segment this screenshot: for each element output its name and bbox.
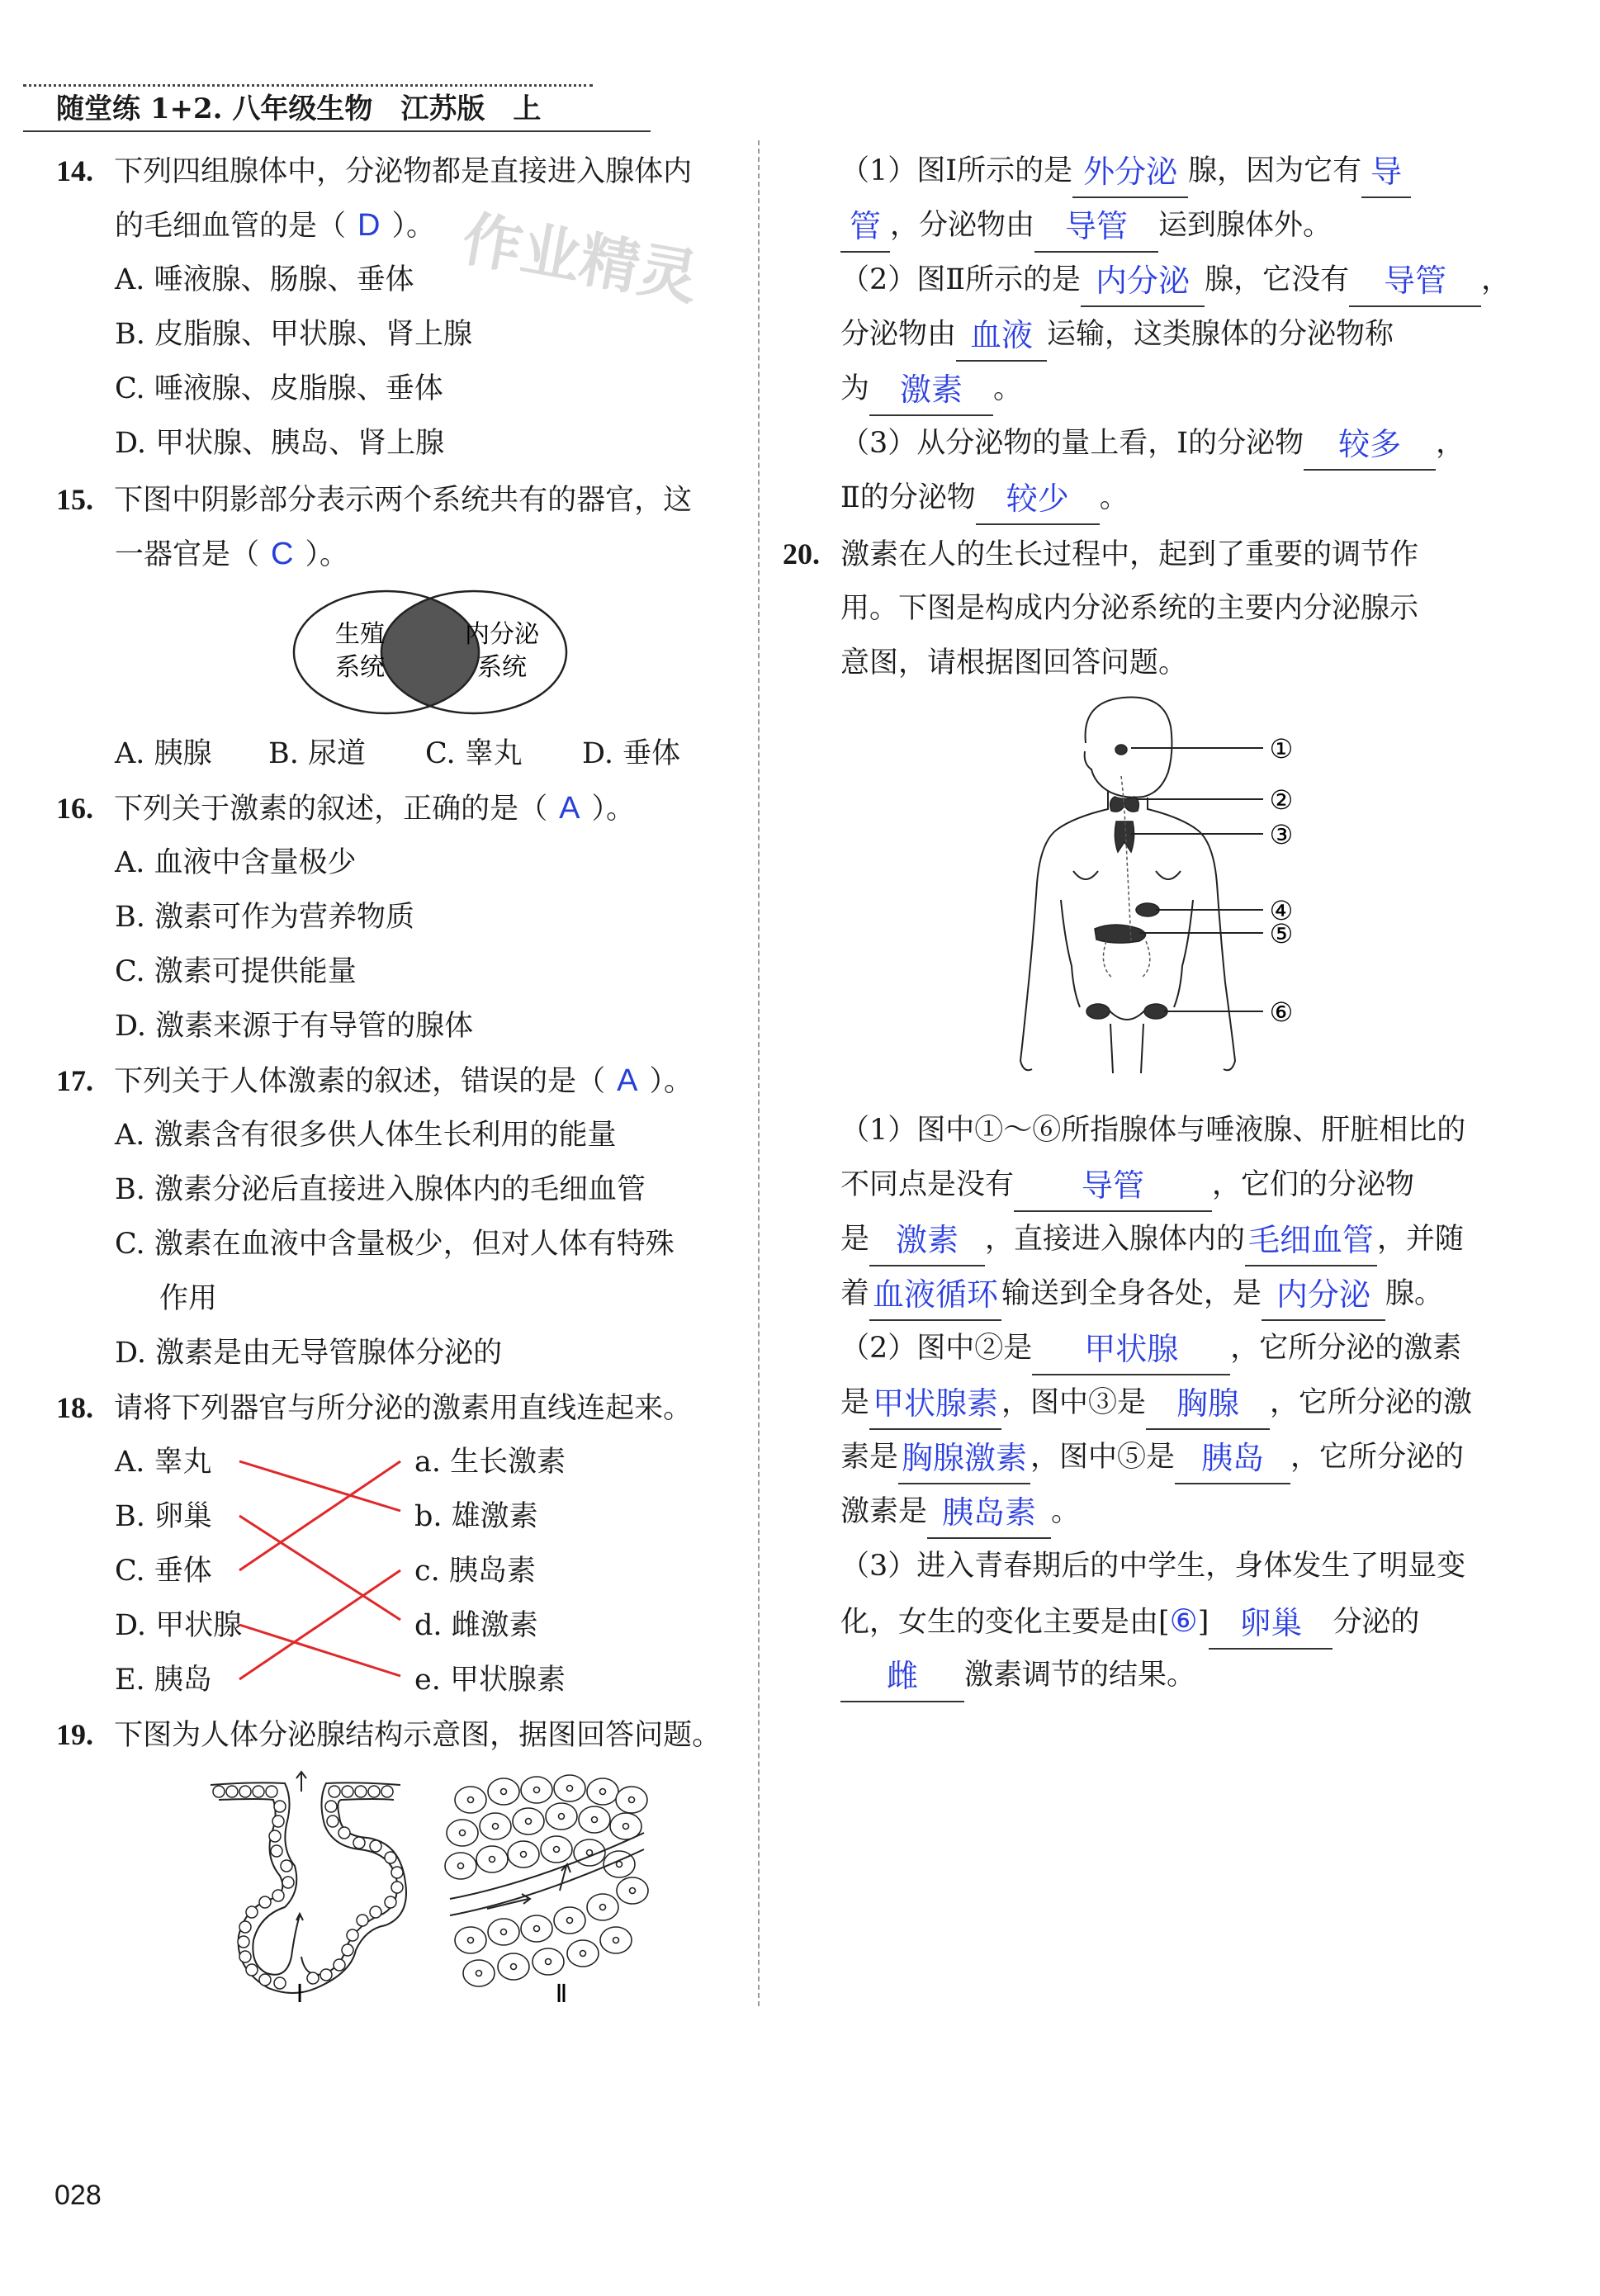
q20-p3-text4: 分泌的: [1333, 1606, 1420, 1639]
q19-p2-end: 。: [993, 372, 1023, 405]
q20-p1-text2: 不同点是没有: [840, 1168, 1015, 1201]
cell-nucleus: [587, 1850, 593, 1856]
q19-p2-text2: 腺，它没有: [1205, 263, 1350, 296]
gland-cell: [334, 1959, 345, 1971]
q14-option-d: D. 甲状腺、胰岛、肾上腺: [115, 427, 445, 460]
cell-nucleus: [458, 1863, 464, 1869]
fig-i-label: Ⅰ: [296, 1980, 304, 2006]
q20-answer-islet: 胰岛: [1201, 1440, 1265, 1476]
q19-p2-comma: ，: [1481, 263, 1511, 296]
q14-answer: D: [357, 208, 381, 243]
q20-p1-text6: ，并随: [1377, 1223, 1465, 1256]
q20-p1-text5: ，直接进入腺体内的: [985, 1223, 1246, 1256]
q20-answer-female: 雌: [886, 1658, 918, 1694]
gland-cell: [272, 1890, 284, 1901]
q20-p2-text9: 激素是: [840, 1495, 928, 1528]
q17-option-c-cont: 作用: [159, 1282, 218, 1315]
gland-cell: [274, 1977, 286, 1989]
q20-p3-line3: [840, 1648, 1195, 1702]
q17-option-b: B. 激素分泌后直接进入腺体内的毛细血管: [115, 1173, 646, 1206]
q20-answer-thymus: 胸腺: [1176, 1385, 1240, 1422]
q18-stem: [56, 1380, 692, 1436]
q15-option-a: A. 胰腺: [115, 737, 212, 770]
q19-answer-hormone: 激素: [900, 372, 963, 408]
gland-cell: [381, 1786, 393, 1797]
q19-p2-text5: 运输，这类腺体的分泌物称: [1047, 318, 1394, 351]
gland-cell: [269, 1830, 281, 1842]
q16-option-a: A. 血液中含量极少: [115, 846, 357, 879]
q20-answer-ovary: 卵巢: [1239, 1605, 1303, 1641]
q19-answer-exocrine: 外分泌: [1083, 154, 1178, 190]
gland-cell: [342, 1786, 353, 1797]
q15-stem-line1: [56, 472, 692, 528]
q14-option-b: B. 皮脂腺、甲状腺、肾上腺: [115, 318, 472, 351]
endocrine-system-figure: [1015, 694, 1296, 1082]
q19-p2-text4: 分泌物由: [840, 318, 957, 351]
q18-right-b: b. 雄激素: [414, 1500, 538, 1533]
q20-p2-text6: 素是: [840, 1441, 899, 1474]
q19-p3-line1: [840, 416, 1465, 471]
cell-nucleus: [613, 1938, 619, 1943]
cell-nucleus: [476, 1971, 482, 1976]
q19-answer-duct-part2: 管: [849, 208, 881, 244]
cell-nucleus: [521, 1852, 527, 1858]
cell-nucleus: [559, 1814, 565, 1820]
q20-answer-marker: ⑥: [1169, 1602, 1198, 1639]
fig-ii-label: Ⅱ: [555, 1980, 568, 2006]
q16-answer: A: [559, 791, 580, 826]
match-line-b-d: [239, 1516, 400, 1620]
q14-stem-end: ）。: [391, 210, 435, 243]
q17-option-c: C. 激素在血液中含量极少，但对人体有特殊: [115, 1228, 675, 1261]
q19-p2-line1: [840, 253, 1510, 307]
gland-cell: [246, 1906, 258, 1918]
q14-option-a: A. 唾液腺、肠腺、垂体: [115, 263, 414, 296]
q19-answer-duct-part1: 导: [1370, 154, 1403, 190]
adrenal-gland: [1136, 903, 1159, 916]
gland-cell: [226, 1786, 238, 1797]
cell-nucleus: [511, 1964, 517, 1970]
gland-cell: [347, 1929, 358, 1941]
q15-number: 15.: [56, 483, 93, 516]
q19-p1-text3: ，分泌物由: [890, 209, 1035, 242]
cell-nucleus: [600, 1905, 606, 1910]
gland-cell: [338, 1827, 350, 1839]
cell-nucleus: [567, 1918, 573, 1924]
q17-stem-end: ）。: [649, 1065, 693, 1098]
q18-left-b: B. 卵巢: [115, 1500, 212, 1533]
gland-cell: [246, 1964, 258, 1976]
gland-cell: [239, 1951, 251, 1962]
q20-p2-text8: ，它所分泌的: [1290, 1441, 1465, 1474]
q20-p2-text: （2）图中②是: [840, 1332, 1033, 1365]
cell-nucleus: [600, 1789, 606, 1795]
q20-p2-line1: [840, 1321, 1461, 1375]
q19-p2-text: （2）图Ⅱ所示的是: [840, 263, 1082, 296]
venn-left-label-1: 生殖: [335, 620, 385, 649]
q18-left-a: A. 睾丸: [115, 1446, 212, 1479]
gland-cell: [307, 1972, 319, 1984]
q15-option-d: D. 垂体: [582, 737, 681, 770]
cell-nucleus: [534, 1787, 540, 1793]
page-number: 028: [54, 2180, 102, 2211]
q19-p1-line2: [840, 198, 1332, 253]
q20-p3-line2: [840, 1593, 1419, 1650]
q17-option-d: D. 激素是由无导管腺体分泌的: [115, 1337, 503, 1370]
q19-p1-text2: 腺，因为它有: [1188, 154, 1362, 187]
q18-right-a: a. 生长激素: [414, 1446, 566, 1479]
gland-cell: [370, 1840, 381, 1852]
q20-p2-text3: 是: [840, 1386, 870, 1419]
marker-6: ⑥: [1269, 997, 1294, 1028]
cell-nucleus: [501, 1789, 507, 1795]
q16-option-c: C. 激素可提供能量: [115, 955, 357, 988]
q16-option-b: B. 激素可作为营养物质: [115, 901, 414, 934]
q14-stem-line2: [115, 198, 435, 253]
gland-cell: [282, 1877, 294, 1888]
gland-cell: [391, 1882, 403, 1893]
gland-cell: [368, 1786, 380, 1797]
q19-answer-less: 较少: [1006, 481, 1069, 517]
q19-number: 19.: [56, 1718, 93, 1751]
gland-cell: [213, 1786, 225, 1797]
q17-option-a: A. 激素含有很多供人体生长利用的能量: [115, 1119, 617, 1152]
gland-cell: [385, 1852, 396, 1863]
cell-nucleus: [493, 1824, 499, 1830]
q19-p1-line1: [840, 144, 1411, 198]
gland-cell: [239, 1786, 251, 1797]
q19-stem: [56, 1707, 721, 1763]
q20-stem-line2: 用。下图是构成内分泌系统的主要内分泌腺示: [840, 592, 1419, 625]
ovary-left: [1086, 1004, 1110, 1019]
gland-cell: [266, 1786, 277, 1797]
q20-p1-text3: ，它们的分泌物: [1212, 1168, 1415, 1201]
q20-p1-text7: 着: [840, 1277, 870, 1310]
match-line-d-e: [239, 1625, 400, 1676]
pancreas: [1095, 925, 1146, 943]
q20-p1-end: 腺。: [1385, 1277, 1444, 1310]
marker-5: ⑤: [1269, 918, 1294, 949]
venn-right-label-2: 系统: [477, 653, 527, 682]
q19-answer-blood: 血液: [970, 317, 1034, 353]
marker-1: ①: [1269, 733, 1294, 765]
q20-p1-line4: [840, 1266, 1443, 1321]
q20-answer-capillary: 毛细血管: [1248, 1222, 1375, 1258]
q20-p2-text4: ，图中③是: [1001, 1386, 1147, 1419]
q18-number: 18.: [56, 1391, 93, 1424]
gland-cell: [327, 1815, 338, 1827]
venn-left-label-2: 系统: [335, 653, 385, 682]
q19-p2-line2: [840, 307, 1394, 362]
q20-p2-text7: ，图中⑤是: [1030, 1441, 1176, 1474]
exocrine-gland-figure: [202, 1767, 409, 2006]
q20-p3-text2: 化，女生的变化主要是由[: [840, 1606, 1170, 1639]
cell-nucleus: [460, 1830, 466, 1836]
q15-stem-part: 一器官是（: [115, 538, 260, 571]
cell-nucleus: [623, 1824, 629, 1830]
match-line-e-c: [239, 1570, 400, 1679]
match-line-a-b: [239, 1461, 400, 1511]
marker-3: ③: [1269, 819, 1294, 850]
gland-cell: [342, 1944, 353, 1956]
q17-number: 17.: [56, 1064, 93, 1097]
q20-answer-hormone: 激素: [896, 1222, 959, 1258]
header-rule: [23, 130, 651, 132]
q20-p1-line1: （1）图中①～⑥所指腺体与唾液腺、肝脏相比的: [840, 1114, 1466, 1147]
q17-answer: A: [617, 1063, 638, 1098]
gland-cell: [259, 1974, 271, 1986]
q20-p2-line4: [840, 1484, 1080, 1539]
q20-p1-text4: 是: [840, 1223, 870, 1256]
q18-right-e: e. 甲状腺素: [414, 1664, 566, 1697]
q15-stem: 下图中阴影部分表示两个系统共有的器官，这: [114, 484, 693, 517]
q19-answer-no-duct: 导管: [1384, 263, 1447, 299]
q14-stem: 下列四组腺体中，分泌物都是直接进入腺体内: [114, 155, 693, 188]
cell-nucleus: [501, 1929, 507, 1935]
q20-p3-end: 激素调节的结果。: [964, 1659, 1196, 1692]
ovary-right: [1144, 1004, 1167, 1019]
gland-cell: [357, 1915, 368, 1926]
q14-number: 14.: [56, 154, 93, 187]
cell-nucleus: [546, 1959, 551, 1965]
q20-answer-insulin: 胰岛素: [942, 1494, 1037, 1531]
q20-stem1: 激素在人的生长过程中，起到了重要的调节作: [840, 538, 1419, 571]
q19-answer-endocrine: 内分泌: [1096, 263, 1191, 299]
q19-p3-text: （3）从分泌物的量上看，Ⅰ的分泌物: [840, 427, 1304, 460]
venn-diagram: [289, 586, 570, 718]
gland-cell: [239, 1921, 251, 1933]
q18-matching-lines: [223, 1437, 413, 1709]
q20-p2-text5: ，它所分泌的激: [1270, 1386, 1473, 1419]
q20-p3-line1: （3）进入青春期后的中学生，身体发生了明显变: [840, 1550, 1466, 1583]
gland-cell: [272, 1815, 284, 1827]
q19-p3-comma: ，: [1436, 427, 1465, 460]
q20-answer-thyroid: 甲状腺: [1084, 1331, 1179, 1367]
q18-left-e: E. 胰岛: [115, 1664, 212, 1697]
q19-p3-line2: [840, 471, 1129, 525]
q20-answer-thymosin: 胸腺激素: [902, 1440, 1028, 1476]
gland-cell: [370, 1906, 381, 1918]
q19-p2-line3: [840, 362, 1022, 416]
gland-cell: [238, 1936, 249, 1948]
cell-nucleus: [580, 1951, 586, 1957]
gland-cell: [320, 1969, 332, 1981]
match-line-c-a: [239, 1461, 400, 1570]
q20-answer-endocrine: 内分泌: [1276, 1276, 1371, 1313]
q19-p2-text6: 为: [840, 372, 870, 405]
q15-stem-line2: [115, 527, 348, 582]
gland-cell: [385, 1896, 396, 1908]
gland-cell: [271, 1845, 282, 1857]
gland-cell: [281, 1860, 292, 1872]
gland-cell: [353, 1837, 365, 1849]
header-dotted-line: [23, 84, 593, 87]
gland-cell: [325, 1801, 337, 1812]
q16-stem-end: ）。: [591, 793, 636, 826]
cell-nucleus: [567, 1786, 573, 1792]
q20-p1-line2: [840, 1157, 1414, 1212]
column-divider: [758, 140, 760, 2006]
venn-right-label-1: 内分泌: [465, 620, 539, 649]
q20-p2-line3: [840, 1430, 1464, 1484]
cell-nucleus: [534, 1926, 540, 1932]
q20-stem-line1: [783, 527, 1418, 582]
q14-option-c: C. 唾液腺、皮脂腺、垂体: [115, 372, 443, 405]
q20-p2-line2: [840, 1375, 1472, 1430]
q18-stem-text: 请将下列器官与所分泌的激素用直线连起来。: [114, 1392, 693, 1425]
q16-stem-part: 下列关于激素的叙述，正确的是（: [114, 793, 548, 826]
q20-p1-line3: [840, 1212, 1464, 1266]
thymus-gland: [1115, 821, 1134, 852]
pituitary-gland: [1115, 745, 1127, 755]
q20-stem-line3: 意图，请根据图回答问题。: [840, 646, 1188, 679]
cell-nucleus: [468, 1938, 474, 1943]
q15-option-b: B. 尿道: [268, 737, 366, 770]
q17-stem: [56, 1053, 693, 1109]
q20-p2-text2: ，它所分泌的激素: [1230, 1332, 1462, 1365]
gland-cell: [274, 1801, 286, 1812]
q16-number: 16.: [56, 792, 93, 825]
q20-answer-duct: 导管: [1082, 1167, 1145, 1204]
q14-stem-part: 的毛细血管的是（: [115, 210, 347, 243]
q19-p3-text3: Ⅱ的分泌物: [840, 481, 976, 514]
q18-right-c: c. 胰岛素: [414, 1555, 536, 1588]
q20-p2-end: 。: [1051, 1495, 1081, 1528]
marker-2: ②: [1269, 784, 1294, 816]
q19-stem-text: 下图为人体分泌腺结构示意图，据图回答问题。: [114, 1719, 722, 1752]
gland-cell: [259, 1896, 271, 1908]
gland-cell: [253, 1786, 264, 1797]
q18-right-d: d. 雌激素: [414, 1609, 538, 1642]
q20-p1-text8: 输送到全身各处，是: [1001, 1277, 1262, 1310]
cell-nucleus: [630, 1888, 636, 1894]
gland-cell: [329, 1786, 340, 1797]
cell-nucleus: [490, 1857, 495, 1863]
cell-nucleus: [592, 1817, 598, 1823]
q14-stem-line1: [56, 144, 692, 199]
marker-4: ④: [1269, 895, 1294, 926]
q20-answer-thyroxine: 甲状腺素: [873, 1385, 999, 1422]
q19-p3-end: 。: [1099, 481, 1129, 514]
q19-answer-duct: 导管: [1065, 208, 1129, 244]
q15-stem-end: ）。: [305, 538, 348, 571]
q15-option-c: C. 睾丸: [425, 737, 523, 770]
cell-nucleus: [468, 1797, 474, 1803]
q18-left-c: C. 垂体: [115, 1555, 212, 1588]
cell-nucleus: [554, 1847, 560, 1853]
q17-stem-part: 下列关于人体激素的叙述，错误的是（: [114, 1065, 606, 1098]
cell-nucleus: [629, 1797, 635, 1803]
q15-answer: C: [271, 537, 294, 571]
q19-p1-text4: 运到腺体外。: [1158, 209, 1333, 242]
q19-answer-more: 较多: [1338, 426, 1402, 462]
q20-number: 20.: [783, 537, 820, 570]
q20-answer-circulation: 血液循环: [873, 1276, 999, 1313]
cell-nucleus: [526, 1819, 532, 1825]
gland-cell: [355, 1786, 367, 1797]
gland-cell: [391, 1867, 403, 1878]
q18-left-d: D. 甲状腺: [115, 1609, 243, 1642]
q19-p1-text: （1）图Ⅰ所示的是: [840, 154, 1073, 187]
thyroid-gland: [1110, 797, 1139, 812]
q20-p3-bracket: ]: [1197, 1606, 1209, 1639]
watermark: 作业精灵: [457, 203, 704, 314]
q16-option-d: D. 激素来源于有导管的腺体: [115, 1010, 474, 1043]
endocrine-gland-figure: [438, 1767, 652, 2006]
header-title: 随堂练 1+2. 八年级生物 江苏版 上: [56, 92, 542, 125]
q16-stem: [56, 781, 635, 836]
